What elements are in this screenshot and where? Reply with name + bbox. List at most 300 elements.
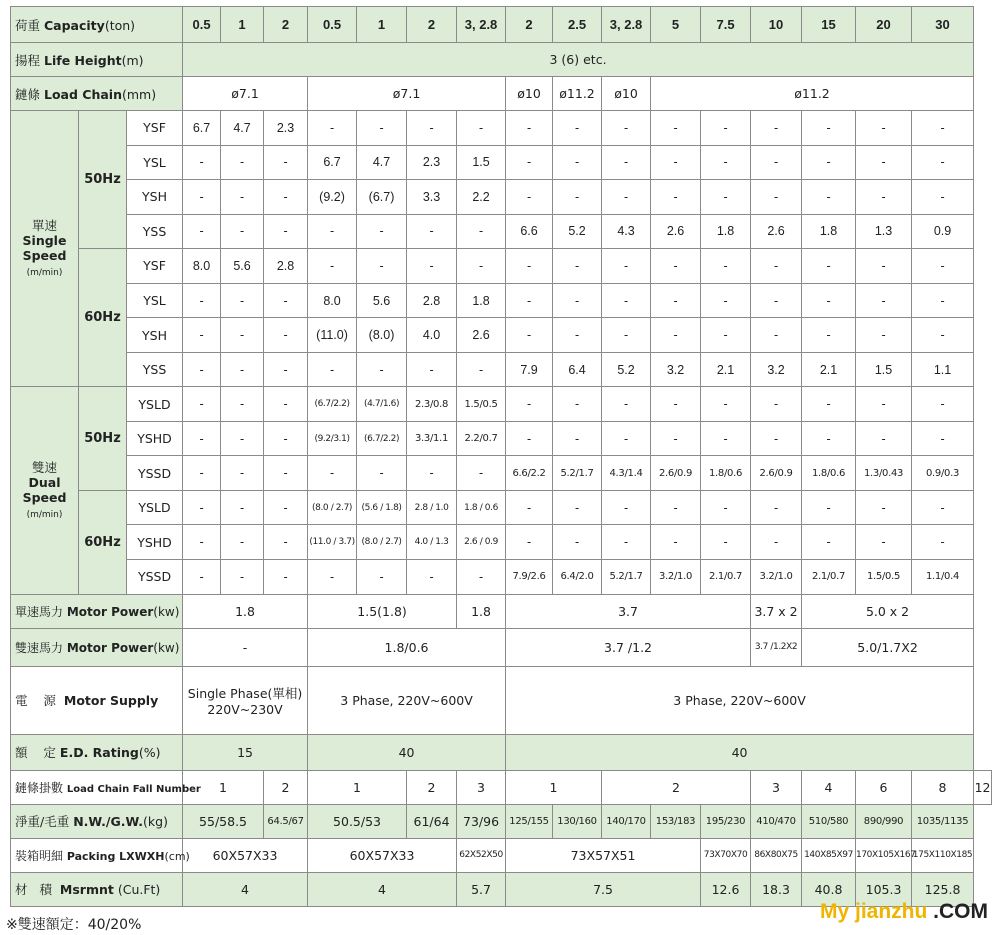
label-zh: 額 xyxy=(15,745,28,761)
speed-value-cell: - xyxy=(802,318,856,353)
speed-value-cell: 1.8 xyxy=(802,214,856,249)
speed-value-cell: - xyxy=(602,490,651,525)
speed-value-cell: - xyxy=(802,387,856,422)
speed-value-cell: - xyxy=(264,456,308,491)
speed-value-cell: 2.6 xyxy=(457,318,506,353)
capacity-cell: 2 xyxy=(506,7,553,43)
label-en: Motor Power xyxy=(66,604,154,619)
single-speed-row xyxy=(11,180,992,215)
label-zh: 電 xyxy=(15,693,28,709)
label-en: N.W./G.W. xyxy=(73,814,144,830)
speed-value-cell: - xyxy=(407,560,457,595)
ed-rating-cell: 15 xyxy=(183,734,308,770)
speed-value-cell: 8.0 xyxy=(183,249,221,284)
group-label-zh: 單速 xyxy=(31,218,57,234)
speed-value-cell: - xyxy=(183,145,221,180)
label-unit: (kw) xyxy=(153,640,180,655)
speed-value-cell: - xyxy=(506,180,553,215)
label-zh: 材 xyxy=(15,882,28,898)
capacity-cell: 0.5 xyxy=(308,7,357,43)
label-en: E.D. Rating xyxy=(59,745,139,761)
watermark-domain: .COM xyxy=(933,900,988,923)
weight-cell: 64.5/67 xyxy=(264,804,308,838)
speed-value-cell: - xyxy=(183,180,221,215)
speed-value-cell: 2.2/0.7 xyxy=(457,421,506,456)
speed-value-cell: - xyxy=(407,111,457,146)
speed-value-cell: 2.6 xyxy=(651,214,701,249)
speed-value-cell: - xyxy=(221,318,264,353)
speed-value-cell: - xyxy=(701,421,751,456)
motor-supply-three-a: 3 Phase, 220V~600V xyxy=(308,666,506,734)
speed-value-cell: 2.1 xyxy=(802,352,856,387)
dual-speed-row xyxy=(11,387,992,422)
watermark-logo xyxy=(820,900,988,924)
weight-cell: 510/580 xyxy=(802,804,856,838)
speed-value-cell: - xyxy=(651,318,701,353)
speed-value-cell: - xyxy=(856,145,912,180)
weight-cell: 55/58.5 xyxy=(183,804,264,838)
speed-value-cell: - xyxy=(856,318,912,353)
load-chain-cell: ø10 xyxy=(602,77,651,111)
speed-value-cell: - xyxy=(602,249,651,284)
single-speed-row xyxy=(11,352,992,387)
speed-value-cell: - xyxy=(912,525,974,560)
packing-cell: 86X80X75 xyxy=(751,838,802,872)
speed-value-cell: 3.2 xyxy=(651,352,701,387)
speed-value-cell: - xyxy=(457,249,506,284)
speed-value-cell: - xyxy=(264,387,308,422)
model-cell: YSS xyxy=(127,352,183,387)
measurement-cell: 5.7 xyxy=(457,872,506,906)
label-en: Load Chain Fall Number xyxy=(66,783,201,795)
watermark-text: My jianzhu xyxy=(819,900,928,923)
speed-value-cell: 1.5 xyxy=(457,145,506,180)
label-en: Load Chain xyxy=(44,86,122,102)
capacity-cell: 10 xyxy=(751,7,802,43)
speed-value-cell: - xyxy=(602,318,651,353)
hz-60-label: 60Hz xyxy=(79,490,127,594)
dual-motor-power-row xyxy=(11,628,992,666)
speed-value-cell: - xyxy=(221,387,264,422)
label-en: Motor Supply xyxy=(63,693,159,709)
speed-value-cell: - xyxy=(221,145,264,180)
weight-cell: 125/155 xyxy=(506,804,553,838)
speed-value-cell: - xyxy=(553,490,602,525)
fall-number-row xyxy=(11,770,992,804)
speed-value-cell: - xyxy=(912,283,974,318)
speed-value-cell: 3.3 xyxy=(407,180,457,215)
hz-60-label: 60Hz xyxy=(79,249,127,387)
label-zh: 定 xyxy=(43,745,56,761)
speed-value-cell: - xyxy=(701,145,751,180)
capacity-cell: 15 xyxy=(802,7,856,43)
speed-value-cell: - xyxy=(506,490,553,525)
weight-cell: 140/170 xyxy=(602,804,651,838)
model-cell: YSF xyxy=(127,111,183,146)
speed-value-cell: - xyxy=(221,421,264,456)
speed-value-cell: - xyxy=(264,283,308,318)
weight-label xyxy=(11,804,183,838)
label-unit: (mm) xyxy=(121,86,157,102)
speed-value-cell: 1.3 xyxy=(856,214,912,249)
speed-value-cell: - xyxy=(912,387,974,422)
speed-value-cell: 5.2 xyxy=(602,352,651,387)
fall-number-cell: 3 xyxy=(457,770,506,804)
footnote: ※雙速額定：40/20% xyxy=(6,917,142,933)
speed-value-cell: 1.1 xyxy=(912,352,974,387)
speed-value-cell: - xyxy=(457,214,506,249)
speed-value-cell: - xyxy=(912,490,974,525)
speed-value-cell: - xyxy=(308,214,357,249)
speed-value-cell: - xyxy=(856,525,912,560)
speed-value-cell: - xyxy=(856,111,912,146)
speed-value-cell: (8.0 / 2.7) xyxy=(357,525,407,560)
model-cell: YSSD xyxy=(127,560,183,595)
speed-value-cell: - xyxy=(701,249,751,284)
load-chain-cell: ø10 xyxy=(506,77,553,111)
speed-value-cell: - xyxy=(221,525,264,560)
speed-value-cell: 6.6 xyxy=(506,214,553,249)
speed-value-cell: - xyxy=(308,352,357,387)
capacity-cell: 2 xyxy=(407,7,457,43)
speed-value-cell: - xyxy=(553,283,602,318)
speed-value-cell: - xyxy=(506,145,553,180)
packing-cell: 73X57X51 xyxy=(506,838,701,872)
speed-value-cell: 7.9 xyxy=(506,352,553,387)
speed-value-cell: - xyxy=(183,214,221,249)
speed-value-cell: - xyxy=(602,525,651,560)
speed-value-cell: - xyxy=(751,525,802,560)
speed-value-cell: - xyxy=(701,111,751,146)
group-label-zh: 雙速 xyxy=(31,460,57,476)
motor-power-cell: 1.5(1.8) xyxy=(308,594,457,628)
speed-value-cell: 4.3/1.4 xyxy=(602,456,651,491)
speed-value-cell: - xyxy=(602,145,651,180)
speed-value-cell: - xyxy=(751,283,802,318)
fall-number-cell: 1 xyxy=(183,770,264,804)
speed-value-cell: - xyxy=(802,525,856,560)
fall-number-cell: 1 xyxy=(506,770,602,804)
speed-value-cell: 5.2/1.7 xyxy=(553,456,602,491)
speed-value-cell: 3.3/1.1 xyxy=(407,421,457,456)
label-unit: (%) xyxy=(138,745,161,761)
motor-power-cell: 3.7 xyxy=(506,594,751,628)
speed-value-cell: 1.1/0.4 xyxy=(912,560,974,595)
speed-value-cell: 6.4 xyxy=(553,352,602,387)
single-speed-row xyxy=(11,111,992,146)
weight-cell: 73/96 xyxy=(457,804,506,838)
speed-value-cell: - xyxy=(651,249,701,284)
speed-value-cell: - xyxy=(407,214,457,249)
speed-value-cell: 2.1/0.7 xyxy=(701,560,751,595)
speed-value-cell: 2.6 xyxy=(751,214,802,249)
speed-value-cell: 5.2 xyxy=(553,214,602,249)
speed-value-cell: - xyxy=(602,180,651,215)
speed-value-cell: 2.6 / 0.9 xyxy=(457,525,506,560)
weight-cell: 1035/1135 xyxy=(912,804,974,838)
speed-value-cell: - xyxy=(651,111,701,146)
measurement-cell: 12.6 xyxy=(701,872,751,906)
dual-speed-row xyxy=(11,560,992,595)
speed-value-cell: - xyxy=(506,387,553,422)
speed-value-cell: - xyxy=(221,490,264,525)
speed-value-cell: - xyxy=(506,249,553,284)
speed-value-cell: - xyxy=(553,318,602,353)
fall-number-cell: 2 xyxy=(407,770,457,804)
weight-cell: 890/990 xyxy=(856,804,912,838)
speed-value-cell: - xyxy=(357,111,407,146)
speed-value-cell: - xyxy=(264,352,308,387)
label-zh: 淨重/毛重 xyxy=(15,814,70,830)
label-zh: 荷重 xyxy=(15,17,41,33)
speed-value-cell: 2.2 xyxy=(457,180,506,215)
speed-value-cell: 2.1 xyxy=(701,352,751,387)
speed-value-cell: 2.3 xyxy=(407,145,457,180)
speed-value-cell: - xyxy=(183,283,221,318)
capacity-cell: 5 xyxy=(651,7,701,43)
load-chain-cell: ø7.1 xyxy=(308,77,506,111)
model-cell: YSF xyxy=(127,249,183,284)
speed-value-cell: - xyxy=(802,180,856,215)
motor-supply-three-b: 3 Phase, 220V~600V xyxy=(506,666,974,734)
speed-value-cell: 8.0 xyxy=(308,283,357,318)
speed-value-cell: 5.6 xyxy=(357,283,407,318)
speed-value-cell: - xyxy=(751,145,802,180)
capacity-cell: 2.5 xyxy=(553,7,602,43)
speed-value-cell: 4.0 xyxy=(407,318,457,353)
speed-value-cell: (11.0 / 3.7) xyxy=(308,525,357,560)
speed-value-cell: 0.9 xyxy=(912,214,974,249)
label-zh: 源 xyxy=(43,693,56,709)
speed-value-cell: - xyxy=(183,352,221,387)
speed-value-cell: (6.7/2.2) xyxy=(357,421,407,456)
capacity-row xyxy=(11,7,992,43)
measurement-cell: 7.5 xyxy=(506,872,701,906)
speed-value-cell: - xyxy=(308,456,357,491)
speed-value-cell: 1.5 xyxy=(856,352,912,387)
motor-supply-single xyxy=(183,666,308,734)
speed-value-cell: - xyxy=(651,421,701,456)
load-chain-row xyxy=(11,77,992,111)
speed-value-cell: - xyxy=(221,560,264,595)
speed-value-cell: - xyxy=(221,283,264,318)
speed-value-cell: - xyxy=(701,387,751,422)
label-zh: 鏈條掛數 xyxy=(15,780,64,795)
dual-speed-label xyxy=(11,387,79,594)
label-zh: 鏈條 xyxy=(15,86,41,102)
speed-value-cell: - xyxy=(183,525,221,560)
single-speed-row xyxy=(11,318,992,353)
speed-value-cell: - xyxy=(751,111,802,146)
speed-value-cell: - xyxy=(553,180,602,215)
label-zh: 單速馬力 xyxy=(15,604,64,619)
model-cell: YSS xyxy=(127,214,183,249)
supply-line: 220V~230V xyxy=(207,701,283,717)
model-cell: YSHD xyxy=(127,421,183,456)
speed-value-cell: - xyxy=(856,249,912,284)
speed-value-cell: (6.7/2.2) xyxy=(308,387,357,422)
speed-value-cell: - xyxy=(264,318,308,353)
speed-value-cell: (8.0 / 2.7) xyxy=(308,490,357,525)
weight-row xyxy=(11,804,992,838)
speed-value-cell: - xyxy=(357,249,407,284)
speed-value-cell: - xyxy=(751,249,802,284)
weight-cell: 153/183 xyxy=(651,804,701,838)
motor-power-cell: 3.7 /1.2 xyxy=(506,628,751,666)
speed-value-cell: 6.4/2.0 xyxy=(553,560,602,595)
speed-value-cell: - xyxy=(802,283,856,318)
ed-rating-row xyxy=(11,734,992,770)
speed-value-cell: 7.9/2.6 xyxy=(506,560,553,595)
group-label-en1: Single xyxy=(22,233,67,249)
speed-value-cell: - xyxy=(457,352,506,387)
label-unit: (cm) xyxy=(164,849,190,863)
motor-power-cell: 3.7 x 2 xyxy=(751,594,802,628)
speed-value-cell: 1.8 xyxy=(457,283,506,318)
speed-value-cell: - xyxy=(651,387,701,422)
motor-power-cell: 5.0/1.7X2 xyxy=(802,628,974,666)
load-chain-cell: ø11.2 xyxy=(651,77,974,111)
speed-value-cell: 2.1/0.7 xyxy=(802,560,856,595)
speed-value-cell: - xyxy=(751,490,802,525)
speed-value-cell: - xyxy=(751,421,802,456)
speed-value-cell: - xyxy=(183,318,221,353)
fall-number-cell: 2 xyxy=(602,770,751,804)
group-label-en2: Speed xyxy=(22,248,67,264)
speed-value-cell: 2.6/0.9 xyxy=(651,456,701,491)
speed-value-cell: - xyxy=(357,352,407,387)
model-cell: YSLD xyxy=(127,490,183,525)
speed-value-cell: - xyxy=(856,180,912,215)
measurement-cell: 40.8 xyxy=(802,872,856,906)
supply-line: Single Phase(單相) xyxy=(187,685,303,701)
measurement-cell: 4 xyxy=(183,872,308,906)
speed-value-cell: 6.6/2.2 xyxy=(506,456,553,491)
speed-value-cell: 3.2/1.0 xyxy=(751,560,802,595)
speed-value-cell: - xyxy=(912,180,974,215)
speed-value-cell: 1.5/0.5 xyxy=(457,387,506,422)
dual-speed-row xyxy=(11,421,992,456)
speed-value-cell: 0.9/0.3 xyxy=(912,456,974,491)
packing-cell: 60X57X33 xyxy=(308,838,457,872)
speed-value-cell: - xyxy=(221,352,264,387)
speed-value-cell: - xyxy=(183,560,221,595)
fall-number-cell: 3 xyxy=(751,770,802,804)
hz-50-label: 50Hz xyxy=(79,387,127,491)
packing-cell: 60X57X33 xyxy=(183,838,308,872)
speed-value-cell: 4.7 xyxy=(221,111,264,146)
label-unit: (Cu.Ft) xyxy=(117,882,161,898)
motor-power-cell: 5.0 x 2 xyxy=(802,594,974,628)
dual-motor-power-label xyxy=(11,628,183,666)
packing-cell: 62X52X50 xyxy=(457,838,506,872)
speed-value-cell: - xyxy=(553,145,602,180)
speed-value-cell: 2.8 xyxy=(264,249,308,284)
packing-label xyxy=(11,838,190,872)
packing-cell: 175X110X185 xyxy=(912,838,974,872)
speed-value-cell: - xyxy=(802,145,856,180)
speed-value-cell: - xyxy=(506,111,553,146)
speed-value-cell: - xyxy=(457,111,506,146)
measurement-cell: 18.3 xyxy=(751,872,802,906)
label-en: Life Height xyxy=(44,52,122,68)
single-speed-row xyxy=(11,249,992,284)
speed-value-cell: 1.3/0.43 xyxy=(856,456,912,491)
packing-row xyxy=(11,838,992,872)
load-chain-label xyxy=(11,77,183,111)
speed-value-cell: - xyxy=(183,387,221,422)
life-height-value: 3 (6) etc. xyxy=(183,43,974,77)
speed-value-cell: - xyxy=(602,283,651,318)
speed-value-cell: 2.6/0.9 xyxy=(751,456,802,491)
speed-value-cell: - xyxy=(553,111,602,146)
dual-speed-row xyxy=(11,525,992,560)
weight-cell: 195/230 xyxy=(701,804,751,838)
packing-cell: 170X105X167 xyxy=(856,838,912,872)
speed-value-cell: - xyxy=(506,421,553,456)
motor-supply-label xyxy=(11,666,183,734)
speed-value-cell: 2.3/0.8 xyxy=(407,387,457,422)
speed-value-cell: - xyxy=(506,283,553,318)
speed-value-cell: - xyxy=(701,180,751,215)
label-en: Capacity xyxy=(44,17,105,33)
speed-value-cell: - xyxy=(651,525,701,560)
speed-value-cell: 3.2 xyxy=(751,352,802,387)
speed-value-cell: - xyxy=(912,318,974,353)
speed-value-cell: - xyxy=(701,318,751,353)
speed-value-cell: - xyxy=(221,214,264,249)
ed-rating-cell: 40 xyxy=(506,734,974,770)
motor-supply-row xyxy=(11,666,992,734)
speed-value-cell: - xyxy=(264,560,308,595)
speed-value-cell: (4.7/1.6) xyxy=(357,387,407,422)
load-chain-cell: ø11.2 xyxy=(553,77,602,111)
speed-value-cell: 1.5/0.5 xyxy=(856,560,912,595)
speed-value-cell: - xyxy=(553,249,602,284)
speed-value-cell: - xyxy=(856,421,912,456)
hz-50-label: 50Hz xyxy=(79,111,127,249)
speed-value-cell: - xyxy=(407,352,457,387)
speed-value-cell: 1.8 / 0.6 xyxy=(457,490,506,525)
speed-value-cell: - xyxy=(553,525,602,560)
spec-table xyxy=(10,6,992,907)
speed-value-cell: - xyxy=(912,111,974,146)
capacity-cell: 0.5 xyxy=(183,7,221,43)
speed-value-cell: - xyxy=(308,111,357,146)
speed-value-cell: - xyxy=(701,490,751,525)
speed-value-cell: - xyxy=(407,456,457,491)
speed-value-cell: - xyxy=(553,387,602,422)
speed-value-cell: - xyxy=(264,180,308,215)
speed-value-cell: - xyxy=(802,249,856,284)
speed-value-cell: 5.6 xyxy=(221,249,264,284)
capacity-cell: 1 xyxy=(357,7,407,43)
speed-value-cell: - xyxy=(308,560,357,595)
speed-value-cell: - xyxy=(651,145,701,180)
model-cell: YSL xyxy=(127,145,183,180)
speed-value-cell: - xyxy=(407,249,457,284)
speed-value-cell: - xyxy=(602,387,651,422)
speed-value-cell: 5.2/1.7 xyxy=(602,560,651,595)
speed-value-cell: - xyxy=(751,387,802,422)
single-motor-power-label xyxy=(11,594,183,628)
model-cell: YSHD xyxy=(127,525,183,560)
fall-number-cell: 2 xyxy=(264,770,308,804)
speed-value-cell: - xyxy=(553,421,602,456)
speed-value-cell: 1.8/0.6 xyxy=(802,456,856,491)
speed-value-cell: - xyxy=(221,180,264,215)
speed-value-cell: (5.6 / 1.8) xyxy=(357,490,407,525)
